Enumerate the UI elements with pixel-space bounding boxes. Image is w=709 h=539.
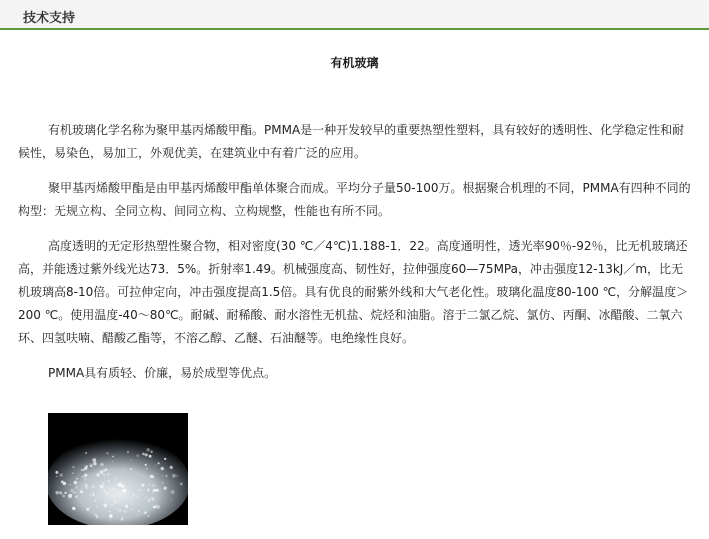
paragraph: 有机玻璃化学名称为聚甲基丙烯酸甲酯。PMMA是一种开发较早的重要热塑性塑料，具有较好的透明性、化学稳定性和耐候性，易染色，易加工，外观优美，在建筑业中有着广泛的应用。: [18, 123, 685, 160]
article-title: 有机玻璃: [330, 56, 379, 70]
section-title: 技术支持: [23, 11, 76, 26]
paragraph: 聚甲基丙烯酸甲酯是由甲基丙烯酸甲酯单体聚合而成。平均分子量50-100万。根据聚合机理的不同，PMMA有四种不同的构型：无规立构、全同立构、间同立构、立构规整，性能也有所不同。: [18, 181, 691, 218]
article-body: [18, 119, 691, 397]
paragraph: 高度透明的无定形热塑性聚合物，相对密度(30 ℃／4℃)1.188-1．22。高度通明性，透光率90％-92％，比无机玻璃还高，并能透过紫外线光达73．5%。折射率1.49。机械强度高、韧性好，拉伸强度60—75MPa，冲击强度12-13kJ／m，比无机玻璃高8-10倍。可拉伸定向，冲击强度提高1.5倍。具有优良的耐紫外线和大气老化性。玻璃化温度80-100 ℃，分解温度＞200 ℃。使用温度-40～80℃。耐碱、耐稀酸、耐水溶性无机盐、烷烃和油脂。溶于二氯乙烷、氯仿、丙酮、冰醋酸、二氧六环、四氢呋喃、醋酸乙酯等，不溶乙醇、乙醚、石油醚等。电绝缘性良好。: [18, 239, 689, 345]
paragraph: PMMA具有质轻、价廉，易於成型等优点。: [48, 366, 277, 380]
section-header: [0, 0, 709, 30]
pmma-pellets-photo: [48, 413, 188, 525]
